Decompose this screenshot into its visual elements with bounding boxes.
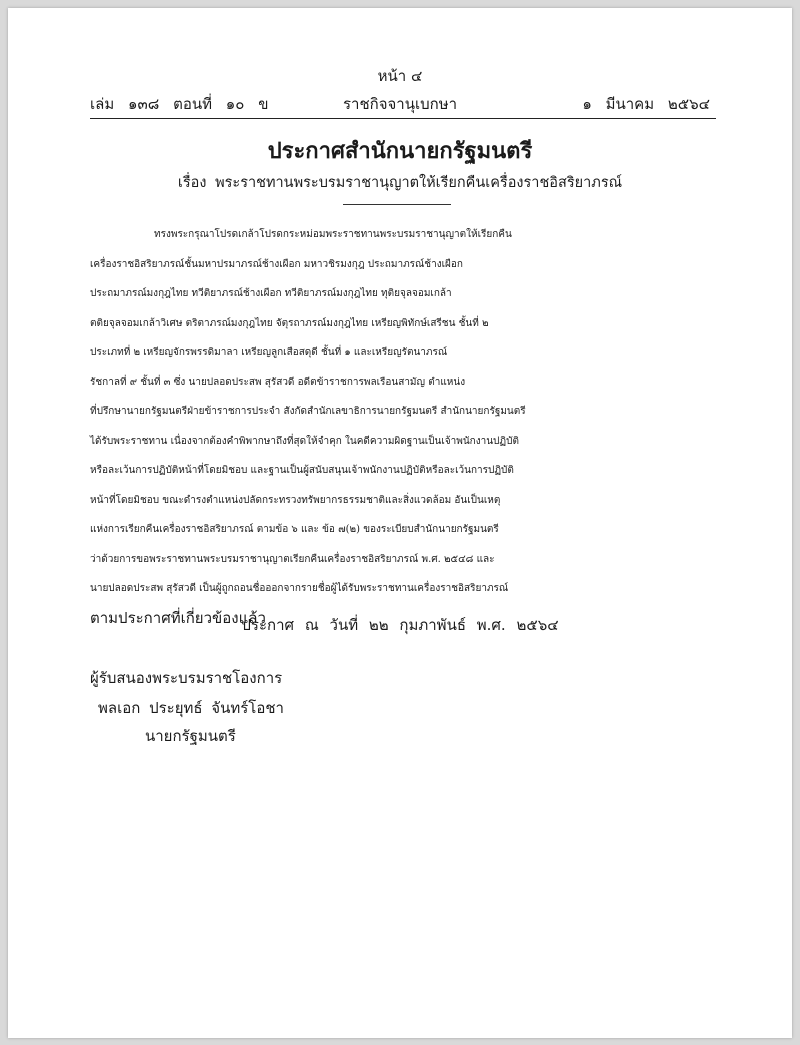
announcement-date: ประกาศ ณ วันที่ ๒๒ กุมภาพันธ์ พ.ศ. ๒๕๖๔ bbox=[241, 616, 559, 634]
subject-divider bbox=[343, 204, 451, 205]
body-line: ที่ปรึกษานายกรัฐมนตรีฝ่ายข้าราชการประจำ สังกัดสำนักเลขาธิการนายกรัฐมนตรี สำนักนายกรัฐมนตรี bbox=[90, 406, 526, 417]
header-rule bbox=[90, 118, 716, 119]
announcement-title: ประกาศสำนักนายกรัฐมนตรี bbox=[267, 138, 533, 164]
gazette-name: ราชกิจจานุเบกษา bbox=[342, 95, 458, 113]
body-line: หรือละเว้นการปฏิบัติหน้าที่โดยมิชอบ และฐานเป็นผู้สนับสนุนเจ้าพนักงานปฏิบัติหรือละเว้นการปฏิบัติ bbox=[90, 465, 514, 476]
signatory-name: พลเอก ประยุทธ์ จันทร์โอชา bbox=[98, 699, 284, 717]
body-line: แห่งการเรียกคืนเครื่องราชอิสริยาภรณ์ ตามข้อ ๖ และ ข้อ ๗(๒) ของระเบียบสำนักนายกรัฐมนตรี bbox=[90, 524, 499, 535]
page-number: หน้า ๔ bbox=[377, 67, 423, 85]
announcement-body bbox=[90, 220, 716, 633]
body-line: ทรงพระกรุณาโปรดเกล้าโปรดกระหม่อมพระราชทานพระบรมราชานุญาตให้เรียกคืน bbox=[154, 229, 512, 240]
gazette-page bbox=[8, 8, 792, 1038]
body-line: ประถมาภรณ์มงกุฎไทย ทวีติยาภรณ์ช้างเผือก ทวีติยาภรณ์มงกุฎไทย ทุติยจุลจอมเกล้า bbox=[90, 288, 452, 299]
body-line: นายปลอดประสพ สุรัสวดี เป็นผู้ถูกถอนชื่อออกจากรายชื่อผู้ได้รับพระราชทานเครื่องราชอิสริยาภรณ์ bbox=[90, 583, 509, 594]
body-line: ได้รับพระราชทาน เนื่องจากต้องคำพิพากษาถึงที่สุดให้จำคุก ในคดีความผิดฐานเป็นเจ้าพนักงานปฏิบัติ bbox=[90, 435, 519, 447]
signatory-position: นายกรัฐมนตรี bbox=[145, 727, 236, 745]
body-line: ประเภทที่ ๒ เหรียญจักรพรรดิมาลา เหรียญลูกเสือสดุดี ชั้นที่ ๑ และเหรียญรัตนาภรณ์ bbox=[90, 347, 448, 358]
volume-issue: เล่ม ๑๓๘ ตอนที่ ๑๐ ข bbox=[90, 95, 269, 113]
body-line: ตติยจุลจอมเกล้าวิเศษ ตริตาภรณ์มงกุฎไทย จัตุรถาภรณ์มงกุฎไทย เหรียญพิทักษ์เสรีชน ชั้นที่ ๒ bbox=[90, 317, 489, 329]
body-line: เครื่องราชอิสริยาภรณ์ชั้นมหาปรมาภรณ์ช้างเผือก มหาวชิรมงกุฎ ประถมาภรณ์ช้างเผือก bbox=[90, 258, 463, 270]
publication-date: ๑ มีนาคม ๒๕๖๔ bbox=[582, 95, 710, 113]
body-line: ว่าด้วยการขอพระราชทานพระบรมราชานุญาตเรียกคืนเครื่องราชอิสริยาภรณ์ พ.ศ. ๒๕๔๘ และ bbox=[90, 553, 495, 565]
announcement-subject: เรื่อง พระราชทานพระบรมราชานุญาตให้เรียกคืนเครื่องราชอิสริยาภรณ์ bbox=[177, 175, 623, 191]
countersign-label: ผู้รับสนองพระบรมราชโองการ bbox=[90, 669, 283, 687]
body-line: หน้าที่โดยมิชอบ ขณะดำรงตำแหน่งปลัดกระทรวงทรัพยากรธรรมชาติและสิ่งแวดล้อม อันเป็นเหตุ bbox=[90, 494, 501, 506]
body-line: ตามประกาศที่เกี่ยวข้องแล้ว bbox=[90, 608, 266, 627]
body-line: รัชกาลที่ ๙ ชั้นที่ ๓ ซึ่ง นายปลอดประสพ สุรัสวดี อดีตข้าราชการพลเรือนสามัญ ตำแหน่ง bbox=[90, 376, 466, 388]
